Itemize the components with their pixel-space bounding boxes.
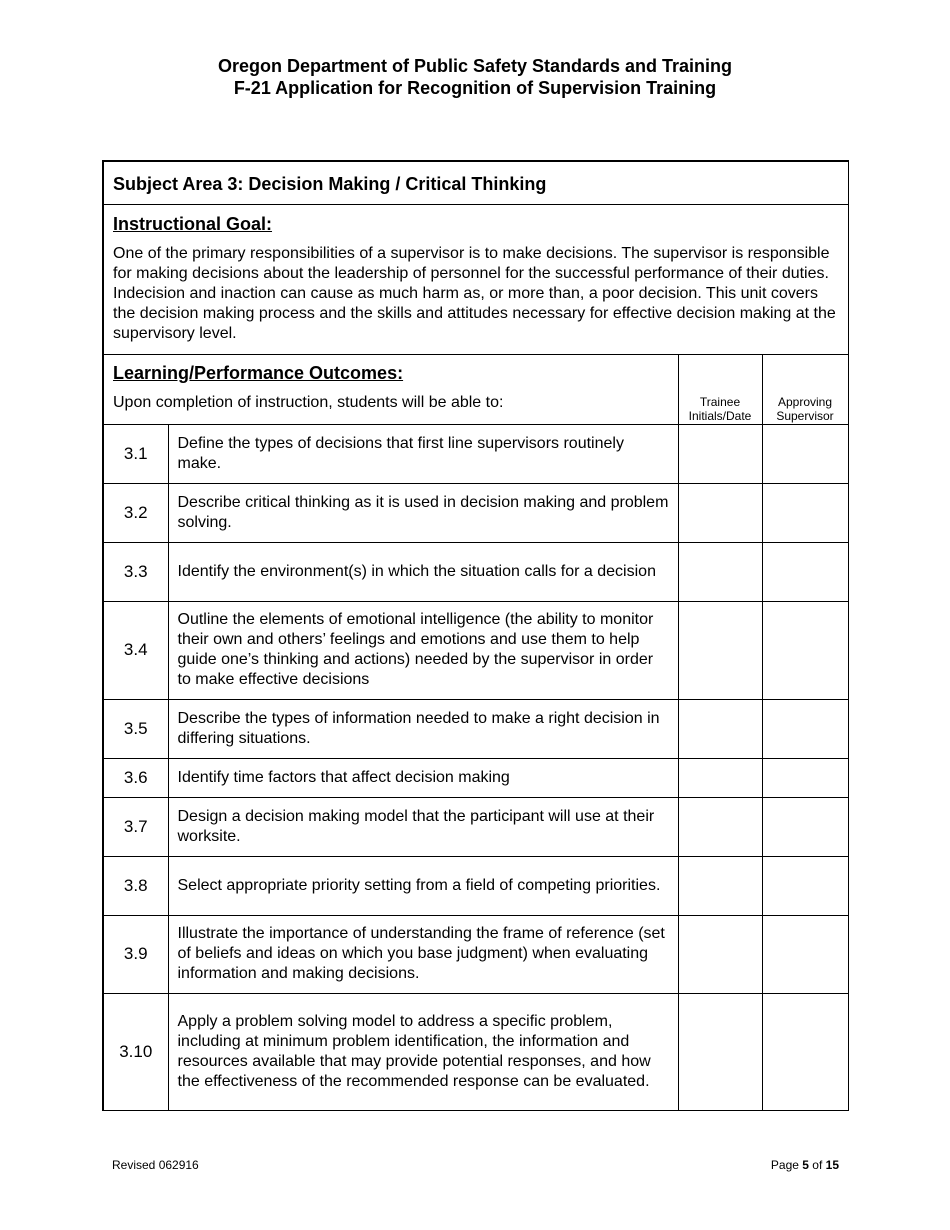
outcome-description: Select appropriate priority setting from a field of competing priorities.: [168, 856, 678, 915]
outcome-row: [103, 797, 848, 856]
outcome-description: Illustrate the importance of understanding the frame of reference (set of beliefs and ideas on which you base judgment) when evaluating information and making decisions.: [168, 915, 678, 993]
approving-supervisor-field[interactable]: [762, 856, 848, 915]
instructional-goal: [103, 204, 848, 354]
total-pages: 15: [825, 1158, 839, 1172]
page-number: [771, 1158, 839, 1172]
approving-supervisor-field[interactable]: [762, 797, 848, 856]
trainee-initials-field[interactable]: [678, 483, 762, 542]
outcomes-form-table: [102, 160, 849, 1111]
trainee-initials-field[interactable]: [678, 993, 762, 1110]
page-label: Page: [770, 1158, 803, 1172]
outcome-description: Describe the types of information needed to make a right decision in differing situations.: [168, 699, 678, 758]
outcome-row: [103, 699, 848, 758]
instructional-goal-text: One of the primary responsibilities of a supervisor is to make decisions. The supervisor is responsible for making decisions about the leadership of personnel for the successful performance of their duties. Indecision and inaction can cause as much harm as, or more than, a poor decision. This unit covers the decision making process and the skills and attitudes necessary for effective decision making at the supervisory level.: [113, 244, 836, 342]
trainee-initials-field[interactable]: [678, 542, 762, 601]
outcome-number: 3.4: [103, 601, 168, 699]
approving-supervisor-field[interactable]: [762, 993, 848, 1110]
outcome-row: [103, 424, 848, 483]
trainee-header-line1: Trainee: [699, 394, 741, 409]
approving-header-line2: Supervisor: [776, 408, 834, 423]
approving-supervisor-field[interactable]: [762, 699, 848, 758]
learning-outcomes-header: [103, 354, 678, 424]
trainee-initials-field[interactable]: [678, 856, 762, 915]
approving-supervisor-field[interactable]: [762, 601, 848, 699]
outcome-row: [103, 601, 848, 699]
header-form-title: F-21 Application for Recognition of Supervision Training: [233, 78, 717, 98]
approving-supervisor-field[interactable]: [762, 424, 848, 483]
trainee-initials-field[interactable]: [678, 915, 762, 993]
outcome-description: Outline the elements of emotional intelligence (the ability to monitor their own and others’ feelings and emotions and use them to help guide one’s thinking and actions) needed by the supervisor in order to make effective decisions: [168, 601, 678, 699]
outcome-number: 3.3: [103, 542, 168, 601]
approving-supervisor-field[interactable]: [762, 915, 848, 993]
approving-supervisor-field[interactable]: [762, 542, 848, 601]
outcome-description: Define the types of decisions that first line supervisors routinely make.: [168, 424, 678, 483]
current-page: 5: [802, 1158, 809, 1172]
instructional-goal-heading: Instructional Goal:: [113, 213, 273, 234]
outcome-row: [103, 483, 848, 542]
outcome-number: 3.5: [103, 699, 168, 758]
outcome-number: 3.6: [103, 758, 168, 797]
outcome-row: [103, 993, 848, 1110]
outcome-number: 3.9: [103, 915, 168, 993]
outcome-row: [103, 758, 848, 797]
approving-supervisor-field[interactable]: [762, 758, 848, 797]
outcome-number: 3.1: [103, 424, 168, 483]
trainee-initials-field[interactable]: [678, 797, 762, 856]
outcome-number: 3.2: [103, 483, 168, 542]
outcome-description: Design a decision making model that the participant will use at their worksite.: [168, 797, 678, 856]
trainee-initials-field[interactable]: [678, 758, 762, 797]
trainee-initials-field[interactable]: [678, 699, 762, 758]
learning-outcomes-heading: Learning/Performance Outcomes:: [113, 362, 404, 383]
header-agency: Oregon Department of Public Safety Standards and Training: [217, 56, 733, 76]
subject-area-title: Subject Area 3: Decision Making / Critical Thinking: [103, 161, 848, 204]
outcome-description: Identify the environment(s) in which the situation calls for a decision: [168, 542, 678, 601]
outcome-number: 3.8: [103, 856, 168, 915]
outcome-description: Describe critical thinking as it is used in decision making and problem solving.: [168, 483, 678, 542]
outcome-description: Identify time factors that affect decision making: [168, 758, 678, 797]
outcome-number: 3.7: [103, 797, 168, 856]
revision-date: Revised 062916: [112, 1158, 199, 1172]
approving-supervisor-column-header: [762, 354, 848, 424]
trainee-initials-field[interactable]: [678, 601, 762, 699]
outcome-row: [103, 915, 848, 993]
learning-outcomes-intro: Upon completion of instruction, students will be able to:: [113, 393, 504, 411]
trainee-header-line2: Initials/Date: [688, 408, 752, 423]
outcome-description: Apply a problem solving model to address a specific problem, including at minimum problem identification, the information and resources available that may provide potential responses, and how the effectiveness of the recommended response can be evaluated.: [168, 993, 678, 1110]
page-of-label: of: [808, 1158, 826, 1172]
approving-header-line1: Approving: [777, 394, 833, 409]
trainee-initials-column-header: [678, 354, 762, 424]
outcome-row: [103, 856, 848, 915]
trainee-initials-field[interactable]: [678, 424, 762, 483]
outcome-number: 3.10: [103, 993, 168, 1110]
document-header: [0, 55, 950, 99]
approving-supervisor-field[interactable]: [762, 483, 848, 542]
outcome-row: [103, 542, 848, 601]
